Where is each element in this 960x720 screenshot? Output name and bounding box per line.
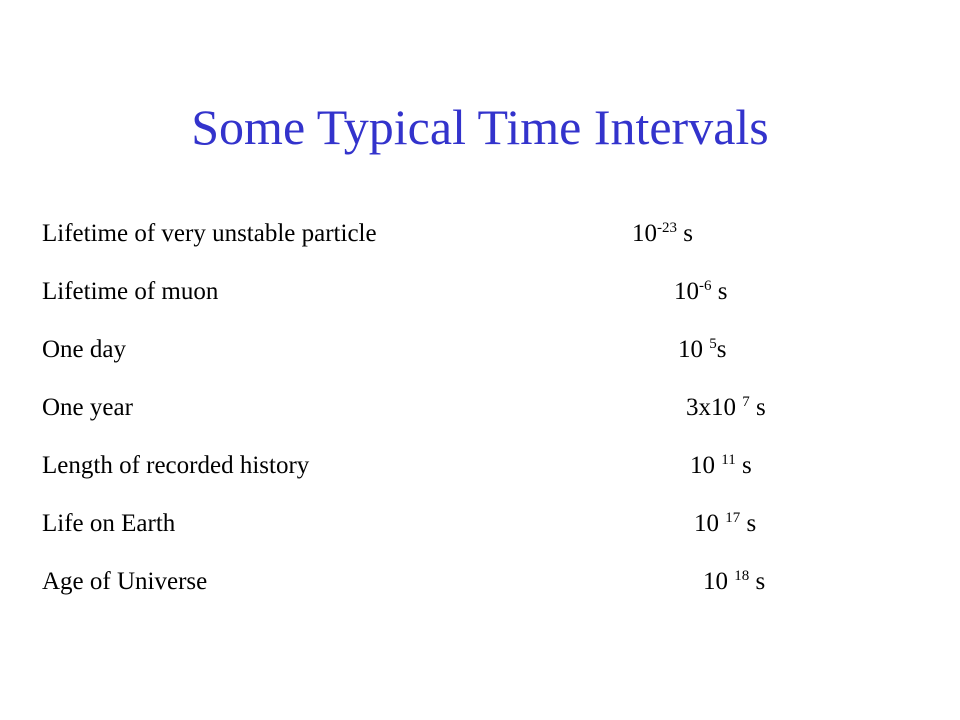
interval-value	[632, 214, 693, 254]
value-unit: s	[740, 510, 757, 537]
interval-label: Lifetime of muon	[42, 278, 219, 305]
value-base: 10	[690, 452, 722, 479]
value-unit: s	[716, 336, 727, 363]
value-unit: s	[735, 452, 752, 479]
interval-value	[703, 562, 765, 602]
value-unit: s	[711, 278, 728, 305]
value-base: 3x10	[686, 394, 743, 421]
value-base: 10	[694, 510, 726, 537]
list-item	[42, 214, 922, 254]
value-exponent: 7	[742, 394, 750, 410]
value-base: 10	[674, 278, 699, 305]
list-item	[42, 388, 922, 428]
value-unit: s	[677, 220, 693, 247]
interval-label: Age of Universe	[42, 568, 208, 595]
value-exponent: 17	[725, 510, 741, 526]
interval-value	[690, 446, 752, 486]
interval-value	[686, 388, 766, 428]
interval-label: Length of recorded history	[42, 452, 310, 479]
value-exponent: -23	[657, 220, 677, 236]
list-item	[42, 446, 922, 486]
value-exponent: -6	[699, 278, 712, 294]
value-unit: s	[749, 568, 766, 595]
interval-label: Life on Earth	[42, 510, 176, 537]
value-exponent: 18	[734, 568, 750, 584]
value-exponent: 5	[709, 336, 717, 352]
list-item	[42, 562, 922, 602]
value-unit: s	[749, 394, 766, 421]
value-base: 10	[678, 336, 710, 363]
value-base: 10	[632, 220, 657, 247]
slide-title: Some Typical Time Intervals	[191, 99, 769, 155]
list-item	[42, 504, 922, 544]
interval-label: Lifetime of very unstable particle	[42, 220, 377, 247]
interval-label: One day	[42, 336, 126, 363]
interval-value	[678, 330, 726, 370]
interval-label: One year	[42, 394, 133, 421]
value-exponent: 11	[721, 452, 736, 468]
list-item	[42, 272, 922, 312]
interval-value	[674, 272, 727, 312]
list-item	[42, 330, 922, 370]
interval-value	[694, 504, 756, 544]
value-base: 10	[703, 568, 735, 595]
